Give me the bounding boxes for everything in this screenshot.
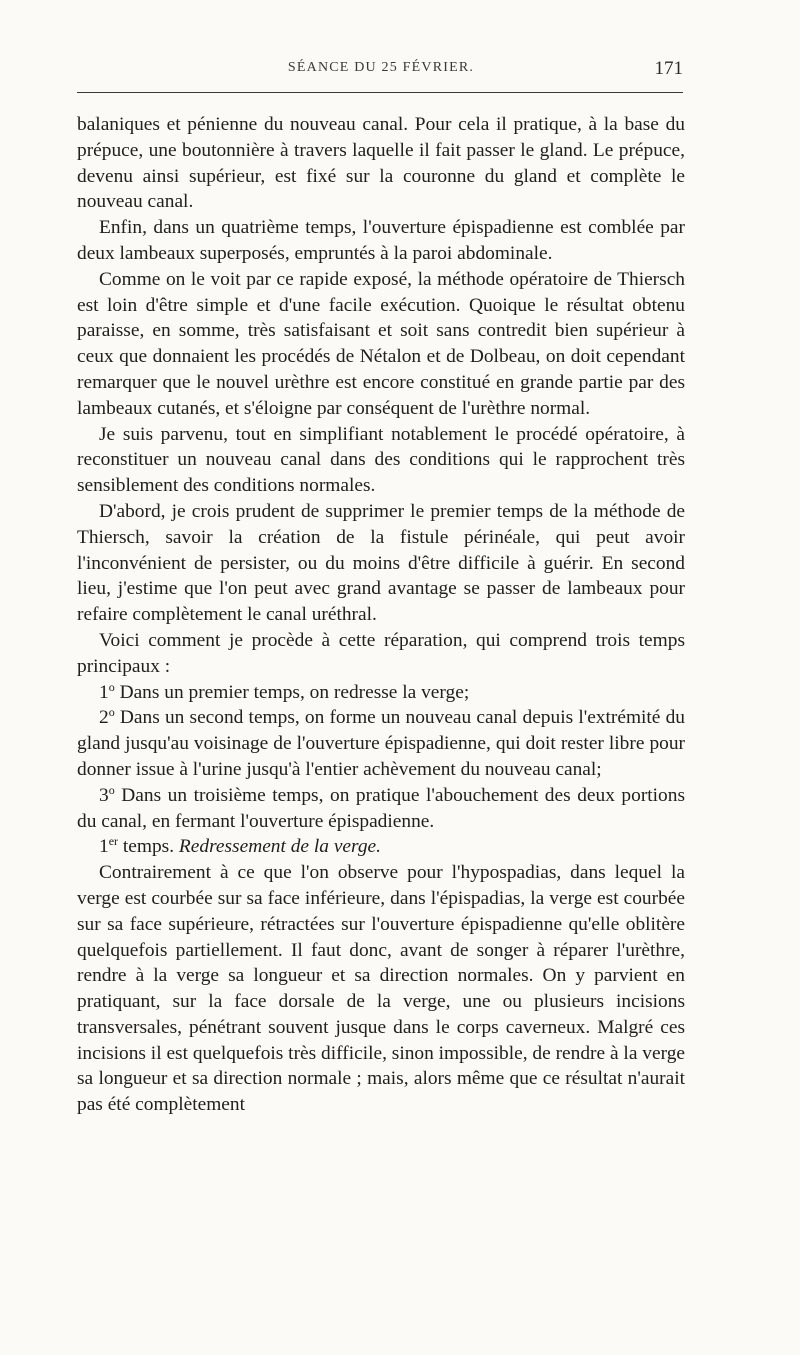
step-1-number: 1 <box>99 681 109 703</box>
body-text <box>77 112 685 1118</box>
step-1-ordinal: o <box>108 679 115 694</box>
step-2 <box>77 705 685 782</box>
paragraph-three-stages-intro: Voici comment je procède à cette réparation, qui comprend trois temps principaux : <box>77 629 685 677</box>
paragraph-continuation: balaniques et pénienne du nouveau canal. Pour cela il pratique, à la base du prépuce, une boutonnière à travers laquelle il fait passer le gland. Le prépuce, devenu ainsi supérieur, est fixé sur la couronne du gland et complète le nouveau canal. <box>77 114 685 213</box>
page-number: 171 <box>654 58 683 79</box>
paragraph-simplified-procedure: Je suis parvenu, tout en simplifiant notablement le procédé opératoire, à reconstituer un nouveau canal dans des conditions qui le rapprochent très sensiblement des conditions normales. <box>77 423 685 497</box>
step-1-text: Dans un premier temps, on redresse la verge; <box>114 681 470 703</box>
header-rule <box>77 92 683 93</box>
step-3-number: 3 <box>99 784 109 806</box>
running-head <box>77 60 685 84</box>
section-title: Redressement de la verge. <box>178 836 382 858</box>
paragraph-thiersch-method: Comme on le voit par ce rapide exposé, la méthode opératoire de Thiersch est loin d'être simple et d'une facile exécution. Quoique le résultat obtenu paraisse, en somme, très satisfaisant et soit sans contredit bien supérieur à ceux que donnaient les procédés de Nétalon et de Dolbeau, on doit cependant remarquer que le nouvel urèthre est encore constitué en grande partie par des lambeaux cutanés, et s'éloigne par conséquent de l'urèthre normal. <box>77 268 685 419</box>
section-word: temps. <box>118 836 179 858</box>
paragraph-straightening: Contrairement à ce que l'on observe pour l'hypospadias, dans lequel la verge est courbée sur sa face inférieure, dans l'épispadias, la verge est courbée sur sa face supérieure, rétractées sur l'ouverture épispadienne qu'elle oblitère quelquefois partiellement. Il faut donc, avant de songer à réparer l'urèthre, rendre à la verge sa longueur et sa direction normales. On y parvient en pratiquant, sur la face dorsale de la verge, une ou plusieurs incisions transversales, pénétrant souvent jusque dans le corps caverneux. Malgré ces incisions il est quelquefois très difficile, sinon impossible, de rendre à la verge sa longueur et sa direction normale ; mais, alors même que ce résultat n'aurait pas été complètement <box>77 862 685 1116</box>
section-ordinal: er <box>108 834 119 849</box>
step-2-number: 2 <box>99 707 109 729</box>
step-2-text: Dans un second temps, on forme un nouveau canal depuis l'extrémité du gland jusqu'au voisinage de l'ouverture épispadienne, qui doit rester libre pour donner issue à l'urine jusqu'à l'entier achèvement du nouveau canal; <box>77 707 685 780</box>
section-number: 1 <box>99 836 109 858</box>
running-title: SÉANCE DU 25 FÉVRIER. <box>287 60 475 75</box>
step-1 <box>77 680 685 706</box>
step-3-text: Dans un troisième temps, on pratique l'abouchement des deux portions du canal, en fermant l'ouverture épispadienne. <box>77 784 685 832</box>
step-2-ordinal: o <box>108 705 115 720</box>
paragraph-first-changes: D'abord, je crois prudent de supprimer le premier temps de la méthode de Thiersch, savoir la création de la fistule périnéale, qui peut avoir l'inconvénient de persister, ou du moins d'être difficile à guérir. En second lieu, j'estime que l'on peut avec grand avantage se passer de lambeaux pour refaire complètement le canal uréthral. <box>77 500 685 626</box>
step-3 <box>77 783 685 835</box>
section-heading <box>77 834 685 860</box>
paragraph-fourth-stage: Enfin, dans un quatrième temps, l'ouverture épispadienne est comblée par deux lambeaux superposés, empruntés à la paroi abdominale. <box>77 217 685 264</box>
step-3-ordinal: o <box>108 782 115 797</box>
